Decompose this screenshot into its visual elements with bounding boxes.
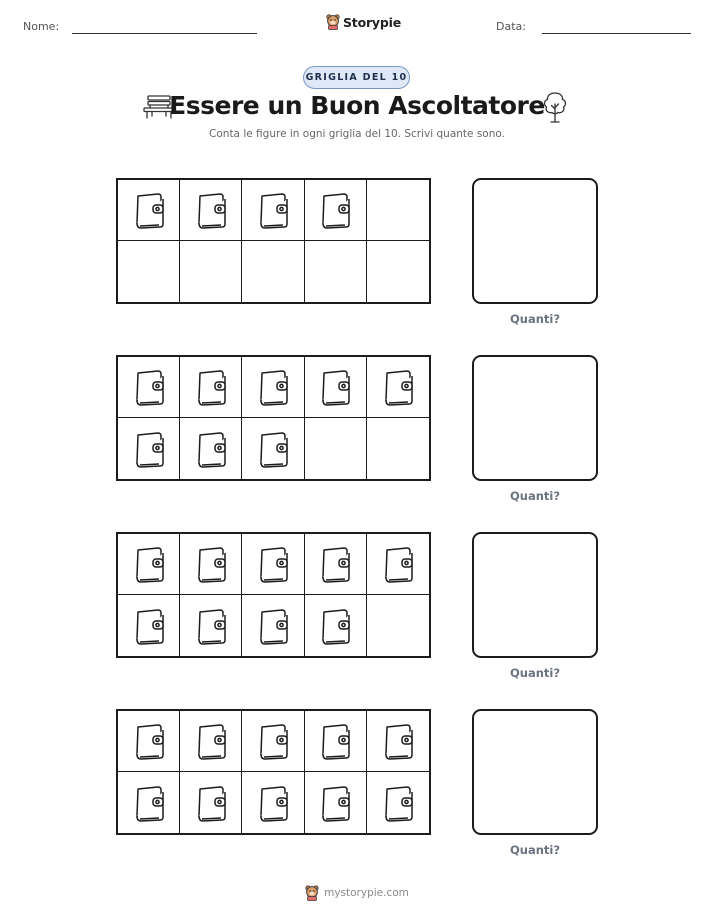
ten-frame-cell	[180, 595, 242, 656]
ten-frame-cell	[367, 595, 429, 656]
name-label: Nome:	[23, 20, 60, 33]
ten-frame	[116, 355, 431, 481]
ten-frame-cell	[180, 180, 242, 241]
ten-frame-cell	[367, 180, 429, 241]
wallet-icon	[192, 366, 230, 408]
ten-frame-cell	[118, 418, 180, 479]
ten-frame-cell	[305, 711, 367, 772]
ten-frame-cell	[367, 534, 429, 595]
answer-box[interactable]	[472, 709, 598, 835]
wallet-icon	[379, 720, 417, 762]
ten-frame-cell	[118, 534, 180, 595]
wallet-icon	[192, 782, 230, 824]
bear-icon	[305, 885, 319, 901]
ten-frame-cell	[118, 241, 180, 302]
wallet-icon	[192, 189, 230, 231]
ten-frame-cell	[118, 357, 180, 418]
wallet-icon	[379, 543, 417, 585]
ten-frame-cell	[305, 418, 367, 479]
wallet-icon	[254, 543, 292, 585]
ten-frame	[116, 178, 431, 304]
wallet-icon	[316, 543, 354, 585]
brand-logo	[326, 14, 401, 30]
wallet-icon	[254, 605, 292, 647]
ten-frame-cell	[367, 241, 429, 302]
wallet-icon	[130, 605, 168, 647]
footer-url: mystorypie.com	[324, 887, 409, 899]
ten-frame-cell	[242, 357, 304, 418]
footer	[0, 885, 714, 901]
ten-frame-cell	[242, 180, 304, 241]
ten-frame-cell	[180, 357, 242, 418]
ten-frame-cell	[367, 772, 429, 833]
instructions: Conta le figure in ogni griglia del 10. Scrivi quante sono.	[209, 128, 505, 140]
quanti-label: Quanti?	[509, 312, 561, 326]
wallet-icon	[130, 189, 168, 231]
ten-frame-cell	[305, 534, 367, 595]
ten-frame-cell	[118, 180, 180, 241]
ten-frame-cell	[118, 711, 180, 772]
ten-frame-cell	[242, 595, 304, 656]
quanti-label: Quanti?	[509, 666, 561, 680]
wallet-icon	[192, 605, 230, 647]
wallet-icon	[316, 366, 354, 408]
ten-frame	[116, 709, 431, 835]
wallet-icon	[254, 366, 292, 408]
ten-frame-cell	[367, 418, 429, 479]
wallet-icon	[130, 782, 168, 824]
answer-box[interactable]	[472, 532, 598, 658]
quanti-label: Quanti?	[509, 489, 561, 503]
page-title: Essere un Buon Ascoltatore	[169, 91, 545, 120]
bear-icon	[326, 14, 340, 30]
wallet-icon	[130, 428, 168, 470]
wallet-icon	[192, 720, 230, 762]
ten-frame-cell	[118, 772, 180, 833]
answer-box[interactable]	[472, 355, 598, 481]
wallet-icon	[379, 366, 417, 408]
tree-icon	[541, 90, 569, 124]
wallet-icon	[130, 720, 168, 762]
wallet-icon	[192, 428, 230, 470]
date-line[interactable]	[542, 33, 691, 34]
ten-frame-cell	[118, 595, 180, 656]
ten-frame-cell	[305, 595, 367, 656]
brand-name: Storypie	[343, 14, 401, 30]
wallet-icon	[316, 189, 354, 231]
worksheet-type-badge: GRIGLIA DEL 10	[303, 66, 410, 89]
wallet-icon	[192, 543, 230, 585]
wallet-icon	[130, 543, 168, 585]
ten-frame	[116, 532, 431, 658]
ten-frame-cell	[180, 711, 242, 772]
ten-frame-cell	[305, 772, 367, 833]
ten-frame-cell	[242, 711, 304, 772]
wallet-icon	[316, 605, 354, 647]
ten-frame-cell	[180, 418, 242, 479]
ten-frame-cell	[367, 357, 429, 418]
date-label: Data:	[496, 20, 526, 33]
quanti-label: Quanti?	[509, 843, 561, 857]
wallet-icon	[316, 782, 354, 824]
wallet-icon	[254, 720, 292, 762]
wallet-icon	[254, 782, 292, 824]
wallet-icon	[316, 720, 354, 762]
ten-frame-cell	[180, 772, 242, 833]
name-line[interactable]	[72, 33, 257, 34]
ten-frame-cell	[180, 534, 242, 595]
ten-frame-cell	[242, 772, 304, 833]
ten-frame-cell	[242, 418, 304, 479]
ten-frame-cell	[367, 711, 429, 772]
wallet-icon	[254, 428, 292, 470]
wallet-icon	[379, 782, 417, 824]
ten-frame-cell	[305, 357, 367, 418]
ten-frame-cell	[305, 180, 367, 241]
ten-frame-cell	[305, 241, 367, 302]
wallet-icon	[254, 189, 292, 231]
answer-box[interactable]	[472, 178, 598, 304]
wallet-icon	[130, 366, 168, 408]
ten-frame-cell	[242, 534, 304, 595]
ten-frame-cell	[242, 241, 304, 302]
ten-frame-cell	[180, 241, 242, 302]
